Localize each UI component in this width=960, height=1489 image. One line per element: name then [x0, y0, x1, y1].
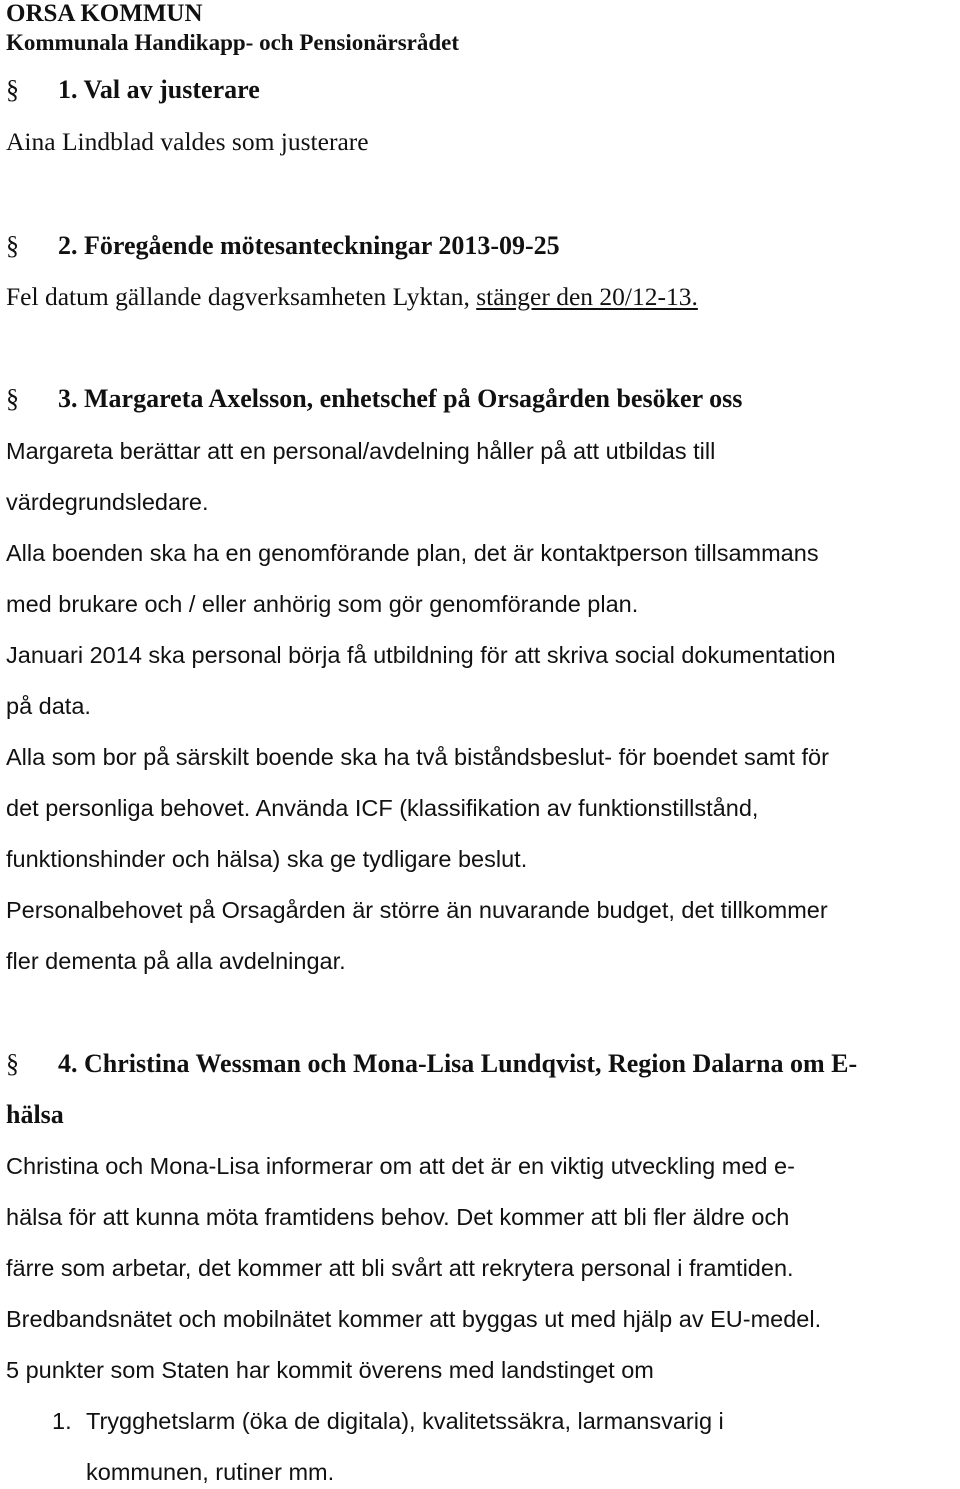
section-2-heading [6, 231, 560, 261]
list-item-text: Trygghetslarm (öka de digitala), kvalitetssäkra, larmansvarig i [86, 1408, 724, 1434]
section-3-heading [6, 384, 742, 414]
section-3-line: Personalbehovet på Orsagården är större än nuvarande budget, det tillkommer [6, 897, 828, 923]
section-3-line: Margareta berättar att en personal/avdelning håller på att utbildas till [6, 438, 716, 464]
list-item-text: kommunen, rutiner mm. [86, 1459, 335, 1485]
section-1-heading [6, 75, 260, 105]
section-4-line: färre som arbetar, det kommer att bli svårt att rekrytera personal i framtiden. [6, 1255, 794, 1281]
section-3-line: med brukare och / eller anhörig som gör genomförande plan. [6, 591, 639, 617]
section-3-line: Alla som bor på särskilt boende ska ha två biståndsbeslut- för boendet samt för [6, 744, 829, 770]
list-item-number: 1. [52, 1408, 72, 1434]
section-3-line: fler dementa på alla avdelningar. [6, 948, 346, 974]
section-3-line: Alla boenden ska ha en genomförande plan, det är kontaktperson tillsammans [6, 540, 819, 566]
council-name: Kommunala Handikapp- och Pensionärsrådet [6, 30, 460, 55]
section-3-title: 3. Margareta Axelsson, enhetschef på Orsagården besöker oss [58, 384, 743, 413]
section-4-heading [6, 1049, 857, 1079]
section-3-line: det personliga behovet. Använda ICF (klassifikation av funktionstillstånd, [6, 795, 759, 821]
paragraph-mark: § [6, 384, 19, 413]
section-3-line: funktionshinder och hälsa) ska ge tydligare beslut. [6, 846, 528, 872]
section-4-line: Bredbandsnätet och mobilnätet kommer att byggas ut med hjälp av EU-medel. [6, 1306, 822, 1332]
section-4-line: Christina och Mona-Lisa informerar om att det är en viktig utveckling med e- [6, 1153, 795, 1179]
section-4-title-continuation: hälsa [6, 1100, 64, 1129]
section-4-line: 5 punkter som Staten har kommit överens med landstinget om [6, 1357, 654, 1383]
section-1-title: 1. Val av justerare [58, 75, 260, 104]
section-2-underlined-text: stänger den 20/12-13. [476, 282, 698, 311]
section-3-line: värdegrundsledare. [6, 489, 209, 515]
org-name: ORSA KOMMUN [6, 0, 203, 27]
section-1-body: Aina Lindblad valdes som justerare [6, 127, 369, 156]
section-3-line: Januari 2014 ska personal börja få utbildning för att skriva social dokumentation [6, 642, 836, 668]
section-4-title: 4. Christina Wessman och Mona-Lisa Lundqvist, Region Dalarna om E- [58, 1049, 858, 1078]
section-4-line: hälsa för att kunna möta framtidens behov. Det kommer att bli fler äldre och [6, 1204, 790, 1230]
section-2-body [6, 282, 698, 312]
paragraph-mark: § [6, 75, 19, 104]
paragraph-mark: § [6, 1049, 19, 1078]
paragraph-mark: § [6, 231, 19, 260]
section-3-line: på data. [6, 693, 91, 719]
section-2-body-text: Fel datum gällande dagverksamheten Lyktan, [6, 282, 477, 311]
section-2-title: 2. Föregående mötesanteckningar 2013-09-25 [58, 231, 560, 260]
